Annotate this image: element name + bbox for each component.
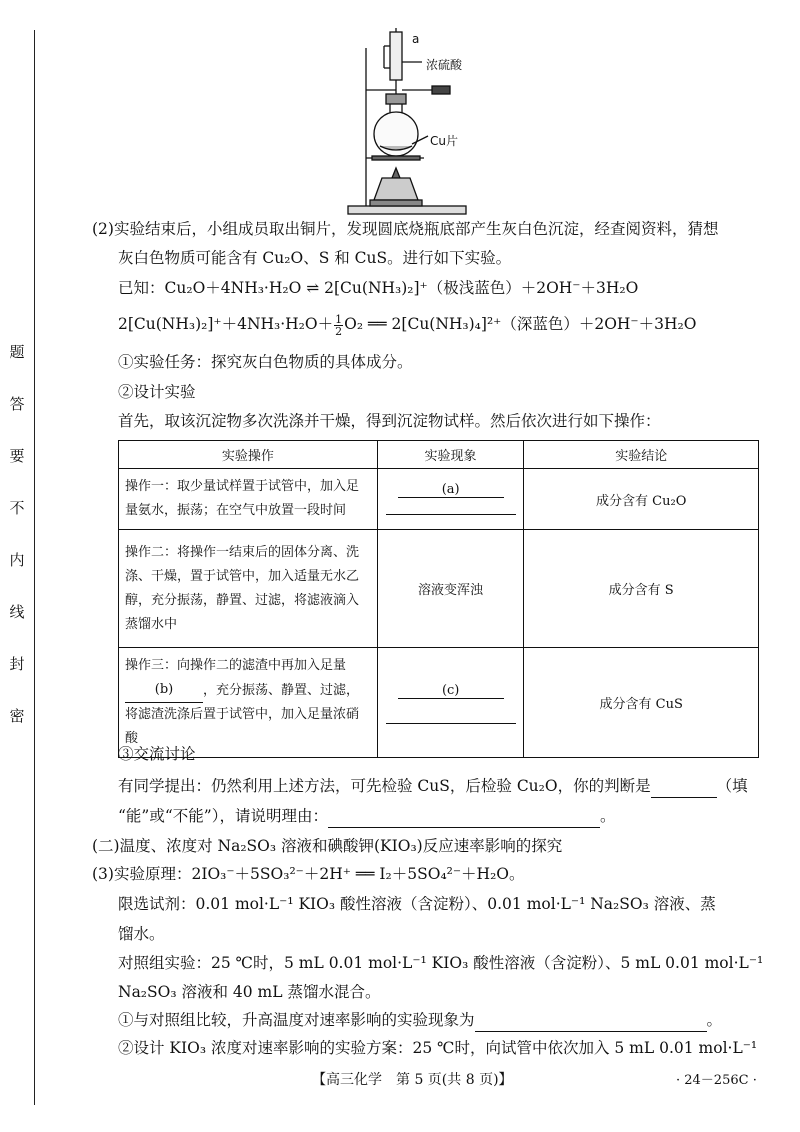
table-row bbox=[119, 469, 759, 530]
phenomenon-blank[interactable] bbox=[475, 1013, 707, 1032]
discuss-line-2 bbox=[118, 804, 615, 828]
item-1a: ①与对照组比较，升高温度对速率影响的实验现象为 bbox=[118, 1011, 475, 1029]
reason-blank[interactable] bbox=[328, 809, 600, 828]
op-3 bbox=[119, 648, 378, 758]
seal-char: 不 bbox=[9, 499, 25, 517]
seal-char: 要 bbox=[9, 447, 25, 465]
blank-a[interactable]: (a) bbox=[398, 482, 504, 498]
known-eq1 bbox=[118, 276, 638, 300]
apparatus-drawing bbox=[340, 28, 500, 218]
discuss-2a: “能”或“不能”），请说明理由： bbox=[118, 807, 328, 825]
concl-1: 成分含有 Cu₂O bbox=[524, 469, 759, 530]
discuss-1b: （填 bbox=[716, 777, 748, 795]
discuss-heading: ③交流讨论 bbox=[118, 745, 196, 763]
blank-b[interactable]: (b) bbox=[125, 678, 203, 703]
half-fraction bbox=[334, 314, 343, 337]
apparatus-figure bbox=[340, 28, 500, 218]
known-label: 已知： bbox=[118, 279, 165, 297]
concl-3: 成分含有 CuS bbox=[524, 648, 759, 758]
footer-code: · 24－256C · bbox=[676, 1073, 757, 1088]
seal-char: 内 bbox=[9, 551, 25, 569]
header-conclusion: 实验结论 bbox=[524, 441, 759, 469]
equation-1: Cu₂O＋4NH₃·H₂O ⇌ 2[Cu(NH₃)₂]⁺（极浅蓝色）＋2OH⁻＋3H₂O bbox=[164, 279, 639, 297]
control-1: 对照组实验：25 ℃时，5 mL 0.01 mol·L⁻¹ KIO₃ 酸性溶液（含淀粉）、5 mL 0.01 mol·L⁻¹ bbox=[118, 954, 764, 972]
seal-char: 封 bbox=[9, 655, 25, 673]
equation-2-part-b: O₂ ══ 2[Cu(NH₃)₄]²⁺（深蓝色）＋2OH⁻＋3H₂O bbox=[344, 315, 697, 333]
seal-char: 密 bbox=[9, 707, 25, 725]
task-text: ①实验任务：探究灰白色物质的具体成分。 bbox=[118, 353, 413, 371]
op-3-pre: 操作三：向操作二的滤渣中再加入足量 bbox=[125, 658, 347, 673]
q2-intro-2: 灰白色物质可能含有 Cu₂O、S 和 CuS。进行如下实验。 bbox=[118, 249, 512, 267]
header-phenomenon: 实验现象 bbox=[377, 441, 524, 469]
table-header-row bbox=[119, 441, 759, 469]
label-a: a bbox=[412, 32, 420, 46]
design-heading: ②设计实验 bbox=[118, 383, 196, 401]
blank-c[interactable]: (c) bbox=[398, 683, 504, 699]
first-step-text: 首先，取该沉淀物多次洗涤并干燥，得到沉淀物试样。然后依次进行如下操作： bbox=[118, 412, 661, 430]
equation-2-part-a: 2[Cu(NH₃)₂]⁺＋4NH₃·H₂O＋ bbox=[118, 315, 334, 333]
op-3-post: ，充分振荡、静置、过滤，将滤渣洗涤后置于试管中，加入足量浓硝酸 bbox=[125, 683, 360, 746]
part2-heading: (二)温度、浓度对 Na₂SO₃ 溶液和碘酸钾(KIO₃)反应速率影响的探究 bbox=[92, 837, 563, 855]
table-row bbox=[119, 530, 759, 648]
concl-2: 成分含有 S bbox=[524, 530, 759, 648]
label-acid: 浓硫酸 bbox=[426, 58, 463, 72]
frac-denominator: 2 bbox=[335, 324, 343, 338]
known-eq2 bbox=[118, 312, 696, 337]
discuss-2b: 。 bbox=[599, 807, 616, 825]
control-2: Na₂SO₃ 溶液和 40 mL 蒸馏水混合。 bbox=[118, 983, 381, 1001]
binding-line bbox=[34, 30, 35, 1105]
seal-char: 题 bbox=[9, 343, 25, 361]
op-2: 操作二：将操作一结束后的固体分离、洗涤、干燥，置于试管中，加入适量无水乙醇，充分振荡，静置、过滤，将滤液滴入蒸馏水中 bbox=[119, 530, 378, 648]
reagents-1: 限选试剂：0.01 mol·L⁻¹ KIO₃ 酸性溶液（含淀粉）、0.01 mol·L⁻¹ Na₂SO₃ 溶液、蒸 bbox=[118, 895, 716, 913]
header-operation: 实验操作 bbox=[119, 441, 378, 469]
seal-char: 线 bbox=[9, 603, 25, 621]
frac-numerator: 1 bbox=[335, 312, 343, 326]
phen-3-cell bbox=[377, 648, 524, 758]
q3-principle: (3)实验原理：2IO₃⁻＋5SO₃²⁻＋2H⁺ ══ I₂＋5SO₄²⁻＋H₂O。 bbox=[92, 865, 525, 883]
judgment-blank[interactable] bbox=[651, 779, 717, 798]
table-row bbox=[119, 648, 759, 758]
footer-page: 【高三化学 第 5 页(共 8 页)】 bbox=[312, 1072, 513, 1088]
item-1 bbox=[118, 1008, 722, 1032]
op-1: 操作一：取少量试样置于试管中，加入足量氨水，振荡；在空气中放置一段时间 bbox=[119, 469, 378, 530]
phen-2: 溶液变浑浊 bbox=[377, 530, 524, 648]
q2-intro-1: (2)实验结束后，小组成员取出铜片，发现圆底烧瓶底部产生灰白色沉淀，经查阅资料，猜想 bbox=[92, 220, 719, 238]
reagents-2: 馏水。 bbox=[118, 925, 165, 943]
label-cu: Cu片 bbox=[430, 134, 458, 148]
phen-1-cell bbox=[377, 469, 524, 530]
discuss-1a: 有同学提出：仍然利用上述方法，可先检验 CuS，后检验 Cu₂O，你的判断是 bbox=[118, 777, 651, 795]
seal-char: 答 bbox=[9, 395, 25, 413]
discuss-line-1 bbox=[118, 774, 748, 798]
item-2: ②设计 KIO₃ 浓度对速率影响的实验方案：25 ℃时，向试管中依次加入 5 mL 0.01 mol·L⁻¹ bbox=[118, 1039, 758, 1057]
blank-a-line2[interactable] bbox=[386, 514, 516, 515]
blank-c-line2[interactable] bbox=[386, 723, 516, 724]
seal-notice bbox=[6, 326, 28, 742]
item-1b: 。 bbox=[706, 1011, 723, 1029]
experiment-table bbox=[118, 440, 759, 758]
